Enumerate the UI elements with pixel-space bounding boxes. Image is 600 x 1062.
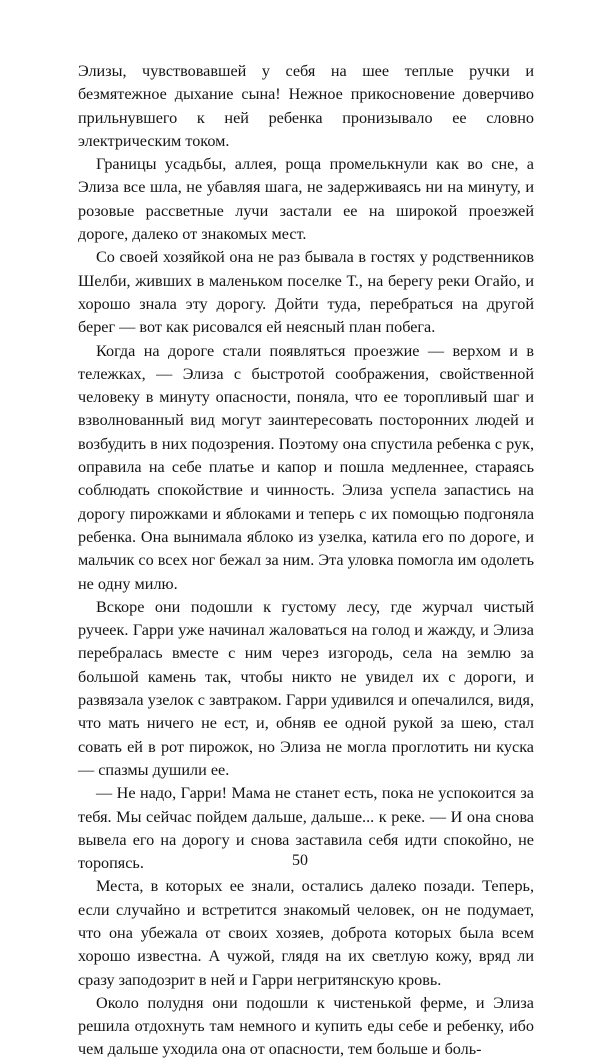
paragraph-6: — Не надо, Гарри! Мама не станет есть, пока не успокоится за тебя. Мы сейчас пойдем дальше, дальше... к реке. — И она снова вывела его на дорогу и снова заставила себя идти спокойно, не торопясь. bbox=[78, 784, 534, 873]
book-page-text bbox=[78, 60, 534, 1062]
paragraph-4: Когда на дороге стали появляться проезжие — верхом и в тележках, — Элиза с быстротой соображения, свойственной человеку в минуту опасности, поняла, что ее торопливый шаг и взволнованный вид могут заинтересовать посторонних людей и возбудить в них подозрения. Поэтому она спустила ребенка с рук, оправила на себе платье и капор и пошла медленнее, стараясь соблюдать спокойствие и чинность. Элиза успела запастись на дорогу пирожками и яблоками и теперь с их помощью подгоняла ребенка. Она вынимала яблоко из узелка, катила его по дороге, и мальчик со всех ног бежал за ним. Эта уловка помогла им одолеть не одну милю. bbox=[78, 341, 534, 593]
paragraph-8: Около полудня они подошли к чистенькой ферме, и Элиза решила отдохнуть там немного и купить еды себе и ребенку, ибо чем дальше уходила она от опасности, тем больше и боль- bbox=[78, 993, 534, 1059]
page-number: 50 bbox=[292, 852, 308, 869]
paragraph-3: Со своей хозяйкой она не раз бывала в гостях у родственников Шелби, живших в маленьком поселке Т., на берегу реки Огайо, и хорошо знала эту дорогу. Дойти туда, перебраться на другой берег — вот как рисовался ей неясный план побега. bbox=[78, 248, 534, 337]
paragraph-2: Границы усадьбы, аллея, роща промелькнули как во сне, а Элиза все шла, не убавляя шага, не задерживаясь ни на минуту, и розовые рассветные лучи застали ее на широкой проезжей дороге, далеко от знакомых мест. bbox=[78, 155, 534, 244]
paragraph-7: Места, в которых ее знали, остались далеко позади. Теперь, если случайно и встретится знакомый человек, он не подумает, что она убежала от своих хозяев, доброта которых была всем хорошо известна. А чужой, глядя на их светлую кожу, вряд ли сразу заподозрит в ней и Гарри негритянскую кровь. bbox=[78, 877, 534, 989]
paragraph-5: Вскоре они подошли к густому лесу, где журчал чистый ручеек. Гарри уже начинал жаловаться на голод и жажду, и Элиза перебралась вместе с ним через изгородь, села на землю за большой камень так, чтобы никто не увидел их с дороги, и развязала узелок с завтраком. Гарри удивился и опечалился, видя, что мать ничего не ест, и, обняв ее одной рукой за шею, стал совать ей в рот пирожок, но Элиза не могла проглотить ни куска — спазмы душили ее. bbox=[78, 597, 534, 779]
paragraph-1: Элизы, чувствовавшей у себя на шее теплые ручки и безмятежное дыхание сына! Нежное прикосновение доверчиво прильнувшего к ней ребенка пронизывало ее словно электрическим током. bbox=[78, 62, 534, 150]
